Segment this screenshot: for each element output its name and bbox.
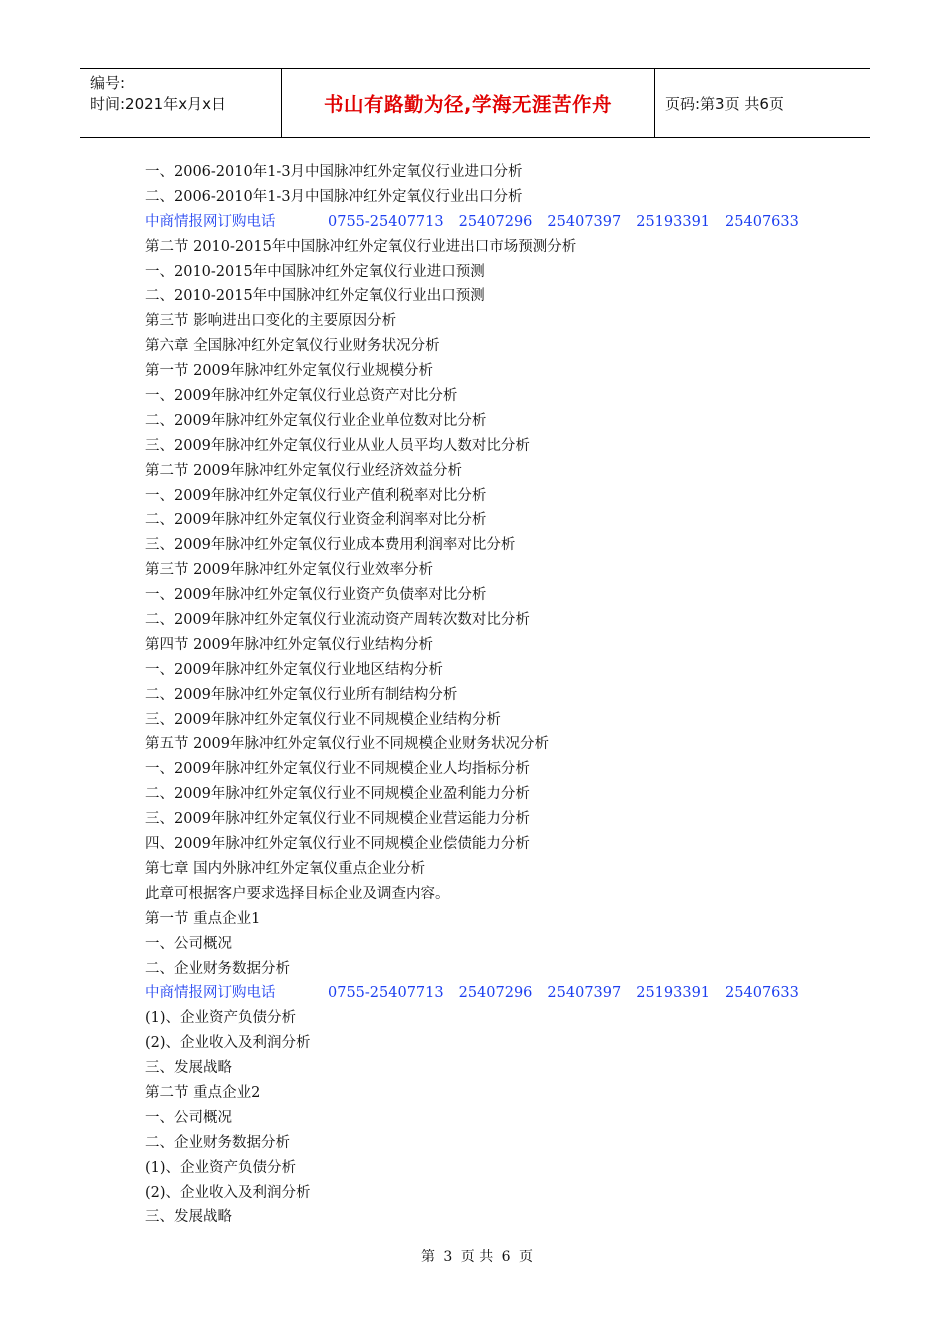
order-phone-number: 25407397 (547, 213, 622, 230)
order-phone-number: 25193391 (636, 985, 711, 1002)
footer-page-mid: 页 共 (460, 1249, 494, 1265)
toc-line: 二、2010-2015年中国脉冲红外定氧仪行业出口预测 (145, 288, 485, 305)
toc-line: 一、2009年脉冲红外定氧仪行业不同规模企业人均指标分析 (145, 761, 530, 778)
toc-line: 一、2010-2015年中国脉冲红外定氧仪行业进口预测 (145, 263, 485, 280)
toc-line: 一、2009年脉冲红外定氧仪行业资产负债率对比分析 (145, 587, 487, 604)
toc-line: 第四节 2009年脉冲红外定氧仪行业结构分析 (145, 636, 434, 653)
toc-line: 三、2009年脉冲红外定氧仪行业成本费用利润率对比分析 (145, 537, 516, 554)
toc-line: 二、2009年脉冲红外定氧仪行业不同规模企业盈利能力分析 (145, 786, 530, 803)
toc-line: 第一节 重点企业1 (145, 910, 261, 927)
toc-line: 第二节 2009年脉冲红外定氧仪行业经济效益分析 (145, 462, 463, 479)
order-phone-label: 中商情报网订购电话 (145, 985, 276, 1002)
toc-line: 一、2009年脉冲红外定氧仪行业总资产对比分析 (145, 388, 458, 405)
order-phone-number: 0755-25407713 (328, 985, 444, 1002)
serial-label: 编号: (90, 74, 126, 92)
toc-line: 二、2006-2010年1-3月中国脉冲红外定氧仪行业出口分析 (145, 188, 523, 205)
toc-line: 一、2006-2010年1-3月中国脉冲红外定氧仪行业进口分析 (145, 164, 523, 180)
order-phone-number: 25407397 (547, 985, 622, 1002)
header-motto-cell (281, 69, 655, 137)
footer-page-label: 第 (420, 1249, 435, 1265)
date-label: 时间:2021年x月x日 (90, 95, 226, 113)
order-phone-label: 中商情报网订购电话 (145, 213, 276, 230)
toc-line: 第六章 全国脉冲红外定氧仪行业财务状况分析 (145, 338, 440, 355)
header-meta (80, 69, 281, 137)
toc-line: 一、公司概况 (145, 935, 232, 952)
motto-text: 书山有路勤为径,学海无涯苦作舟 (324, 93, 612, 116)
document-body (145, 160, 845, 1230)
toc-line: 第三节 2009年脉冲红外定氧仪行业效率分析 (145, 562, 434, 579)
footer-page-number: 3 (443, 1249, 453, 1265)
toc-line: 三、2009年脉冲红外定氧仪行业不同规模企业结构分析 (145, 711, 501, 728)
toc-line: 二、2009年脉冲红外定氧仪行业所有制结构分析 (145, 686, 458, 703)
order-phone-number: 25407633 (725, 213, 799, 230)
page-info-text: 页码:第3页 共6页 (665, 94, 784, 113)
order-phone-number: 25193391 (636, 213, 711, 230)
toc-line: (1)、企业资产负债分析 (145, 1010, 297, 1027)
order-phone-line (145, 210, 845, 235)
toc-line: 第七章 国内外脉冲红外定氧仪重点企业分析 (145, 860, 426, 877)
page-footer (0, 1246, 950, 1266)
toc-line: 三、发展战略 (145, 1209, 232, 1226)
toc-line: (2)、企业收入及利润分析 (145, 1035, 311, 1052)
toc-line: 第二节 2010-2015年中国脉冲红外定氧仪行业进出口市场预测分析 (145, 238, 577, 255)
order-phone-number: 25407633 (725, 985, 799, 1002)
order-phone-number: 25407296 (458, 985, 533, 1002)
toc-line: (2)、企业收入及利润分析 (145, 1184, 311, 1201)
toc-line: 第一节 2009年脉冲红外定氧仪行业规模分析 (145, 363, 434, 380)
toc-line: 二、2009年脉冲红外定氧仪行业企业单位数对比分析 (145, 412, 487, 429)
toc-line: 三、2009年脉冲红外定氧仪行业从业人员平均人数对比分析 (145, 437, 530, 454)
toc-line: 三、2009年脉冲红外定氧仪行业不同规模企业营运能力分析 (145, 811, 530, 828)
toc-line: 四、2009年脉冲红外定氧仪行业不同规模企业偿债能力分析 (145, 836, 530, 853)
toc-line: 二、2009年脉冲红外定氧仪行业流动资产周转次数对比分析 (145, 612, 530, 629)
toc-line: 一、2009年脉冲红外定氧仪行业产值利税率对比分析 (145, 487, 487, 504)
toc-line: 二、企业财务数据分析 (145, 960, 290, 977)
toc-line: 第五节 2009年脉冲红外定氧仪行业不同规模企业财务状况分析 (145, 736, 550, 753)
toc-line: 第三节 影响进出口变化的主要原因分析 (145, 313, 397, 330)
toc-line: 一、2009年脉冲红外定氧仪行业地区结构分析 (145, 661, 443, 678)
footer-page-total: 6 (501, 1249, 511, 1265)
order-phone-line (145, 981, 845, 1006)
toc-line: 一、公司概况 (145, 1109, 232, 1126)
toc-line: (1)、企业资产负债分析 (145, 1159, 297, 1176)
toc-line: 二、企业财务数据分析 (145, 1134, 290, 1151)
toc-line: 二、2009年脉冲红外定氧仪行业资金利润率对比分析 (145, 512, 487, 529)
footer-page-end: 页 (519, 1249, 534, 1265)
toc-line: 此章可根据客户要求选择目标企业及调查内容。 (145, 885, 450, 902)
toc-line: 三、发展战略 (145, 1060, 232, 1077)
order-phone-number: 0755-25407713 (328, 213, 444, 230)
page-header (80, 68, 870, 138)
order-phone-number: 25407296 (458, 213, 533, 230)
toc-line: 第二节 重点企业2 (145, 1084, 261, 1101)
header-page-info (655, 69, 870, 137)
